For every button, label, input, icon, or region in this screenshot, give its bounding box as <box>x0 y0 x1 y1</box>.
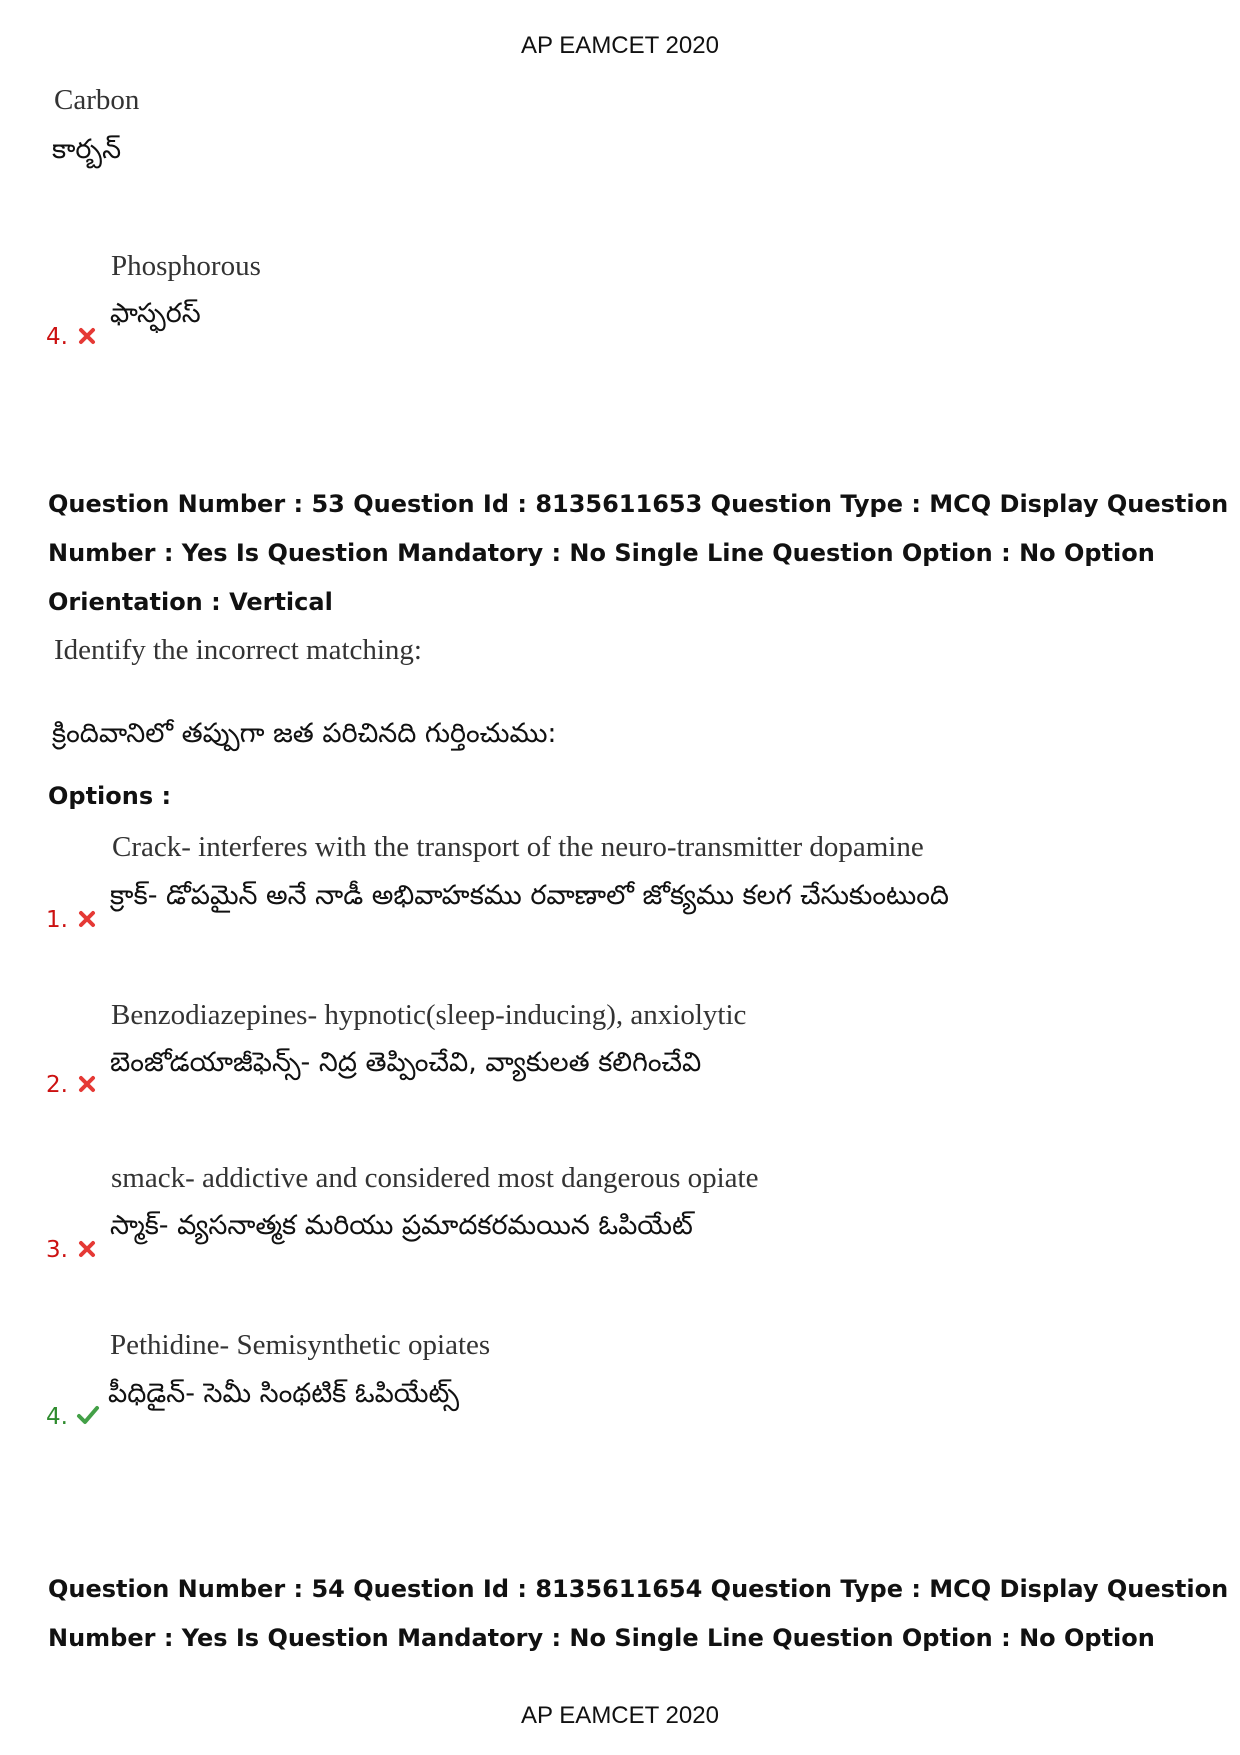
prev-option4-english: Phosphorous <box>111 250 261 282</box>
q53-option3-english: smack- addictive and considered most dangerous opiate <box>111 1162 759 1194</box>
prev-option4-number: 4. <box>46 324 68 350</box>
q53-question-english: Identify the incorrect matching: <box>54 634 422 666</box>
q53-option4-number: 4. <box>46 1404 68 1430</box>
q53-option1-number: 1. <box>46 907 68 933</box>
prev-option4-telugu: ఫాస్ఫరస్ <box>110 298 201 329</box>
q53-meta-line-1: Question Number : 53 Question Id : 8135611653 Question Type : MCQ Display Question <box>48 490 1229 518</box>
q53-option1-english: Crack- interferes with the transport of the neuro-transmitter dopamine <box>112 831 924 863</box>
q53-question-telugu: క్రిందివానిలో తప్పుగా జత పరిచినది గుర్తించుము: <box>52 718 557 749</box>
q53-option2-number: 2. <box>46 1072 68 1098</box>
wrong-mark-icon <box>78 1240 96 1258</box>
q53-option3-number: 3. <box>46 1237 68 1263</box>
page-header: AP EAMCET 2020 <box>521 32 719 59</box>
q53-option3-telugu: స్మాక్- వ్యసనాత్మక మరియు ప్రమాదకరమయిన ఓపియేట్ <box>110 1210 693 1241</box>
q53-options-label: Options : <box>48 782 172 810</box>
q53-meta-line-2: Number : Yes Is Question Mandatory : No Single Line Question Option : No Option <box>48 539 1155 567</box>
q54-meta-line-1: Question Number : 54 Question Id : 8135611654 Question Type : MCQ Display Question <box>48 1575 1229 1603</box>
q53-meta-line-3: Orientation : Vertical <box>48 588 333 616</box>
prev-option3-english: Carbon <box>54 84 140 116</box>
q53-option1-telugu: క్రాక్- డోపమైన్ అనే నాడీ అభివాహకము రవాణాలో జోక్యము కలగ చేసుకుంటుంది <box>110 880 949 911</box>
q53-option2-telugu: బెంజోడయాజీఫెన్స్- నిద్ర తెప్పించేవి, వ్యాకులత కలిగించేవి <box>110 1047 702 1078</box>
wrong-mark-icon <box>78 327 96 345</box>
q53-option2-english: Benzodiazepines- hypnotic(sleep-inducing), anxiolytic <box>111 999 747 1031</box>
prev-option3-telugu: కార్బన్ <box>52 134 122 165</box>
wrong-mark-icon <box>78 1075 96 1093</box>
q54-meta-line-2: Number : Yes Is Question Mandatory : No Single Line Question Option : No Option <box>48 1624 1155 1652</box>
q53-option4-english: Pethidine- Semisynthetic opiates <box>110 1329 491 1361</box>
q53-option4-telugu: పీధిడైన్- సెమీ సింథటిక్ ఓపియేట్స్ <box>108 1378 460 1409</box>
wrong-mark-icon <box>78 910 96 928</box>
page-footer: AP EAMCET 2020 <box>521 1702 719 1729</box>
correct-mark-icon <box>76 1405 100 1425</box>
